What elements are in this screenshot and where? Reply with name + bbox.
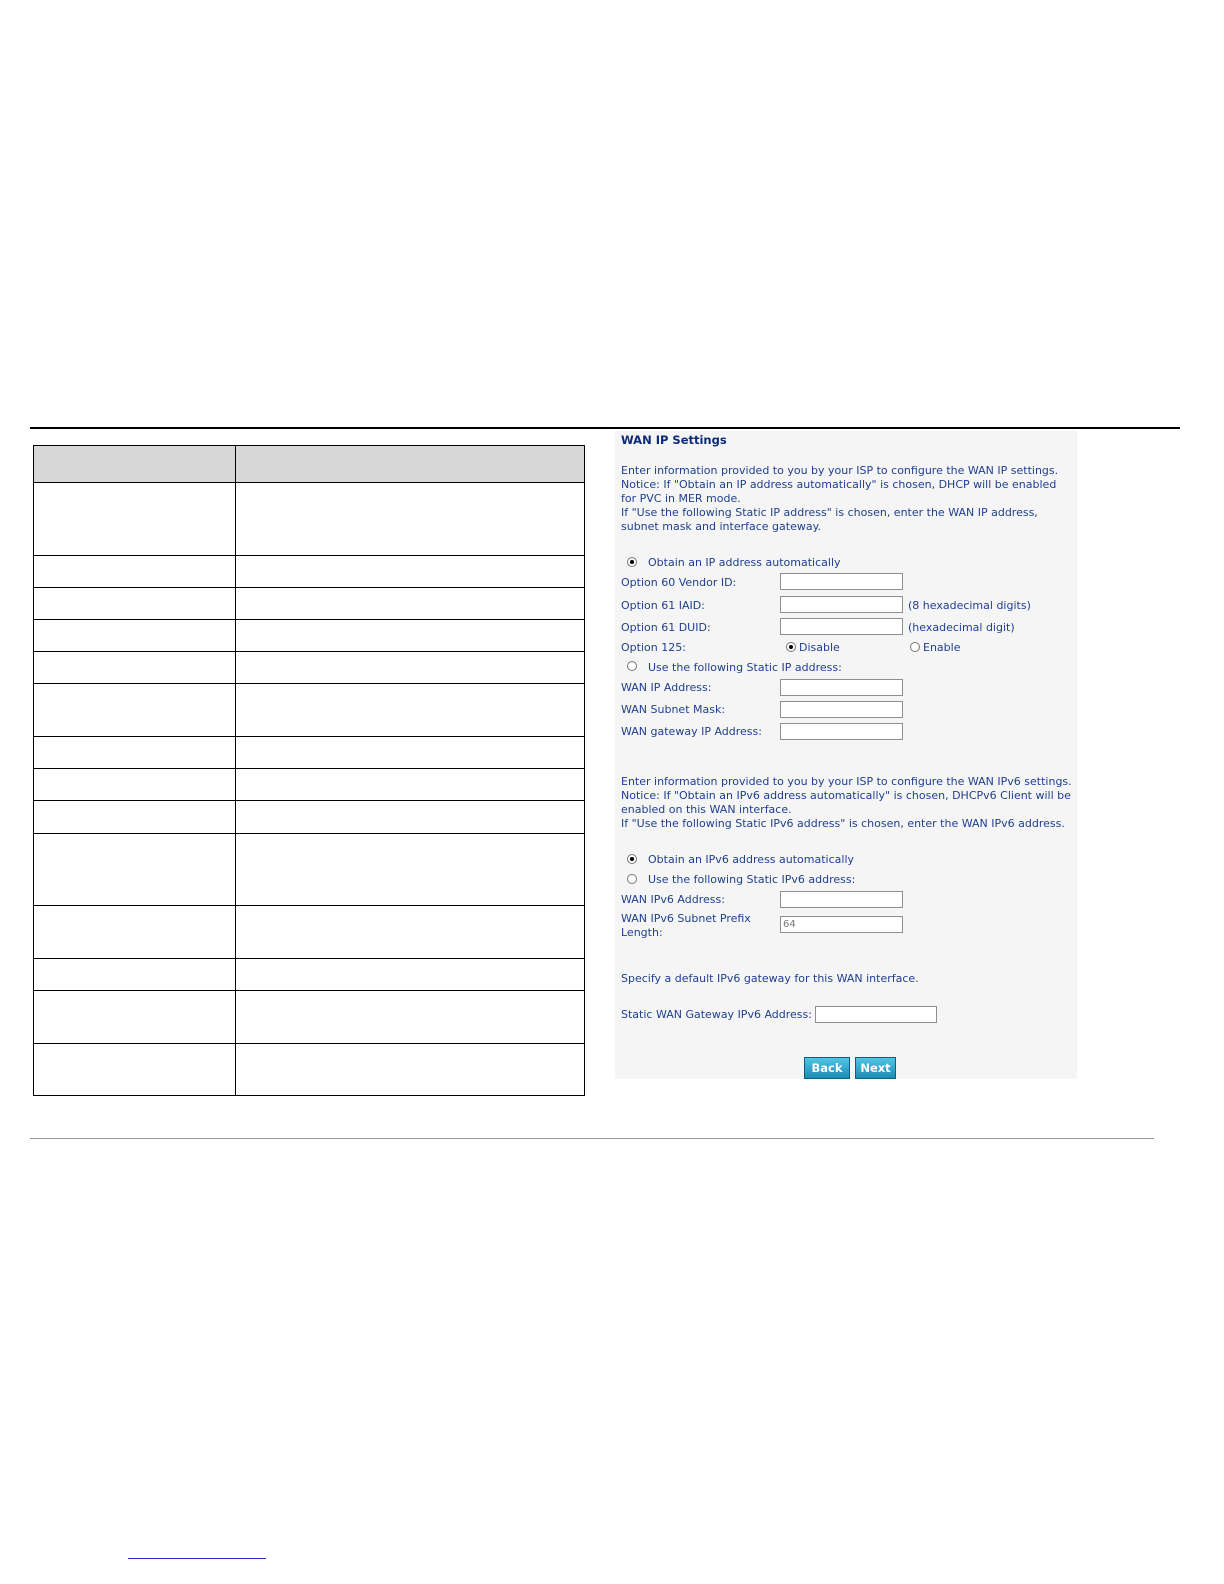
ipv6-notice-text: Notice: If "Obtain an IPv6 address automatically" is chosen, DHCPv6 Client will be enabled on this WAN interface. (621, 789, 1071, 816)
static-gateway-ipv6-label: Static WAN Gateway IPv6 Address: (621, 1008, 812, 1021)
option61-duid-label: Option 61 DUID: (621, 621, 711, 634)
use-static-ip-radio[interactable] (627, 661, 637, 671)
option125-enable-label: Enable (923, 641, 961, 654)
use-static-ip-label: Use the following Static IP address: (648, 661, 842, 674)
table-row (34, 834, 585, 906)
table-row (34, 769, 585, 801)
table-row (34, 1044, 585, 1096)
panel-title: WAN IP Settings (621, 433, 727, 447)
wan-ipv6-label: WAN IPv6 Address: (621, 893, 725, 906)
option60-label: Option 60 Vendor ID: (621, 576, 737, 589)
option125-label: Option 125: (621, 641, 686, 654)
table-row (34, 684, 585, 737)
table-row (34, 556, 585, 588)
parameter-table (33, 445, 585, 1096)
option61-duid-input[interactable] (780, 618, 903, 635)
ipv4-static-hint: If "Use the following Static IP address" is chosen, enter the WAN IP address, subnet mask and interface gateway. (621, 506, 1038, 533)
wan-mask-label: WAN Subnet Mask: (621, 703, 726, 716)
option61-duid-hint: (hexadecimal digit) (908, 621, 1015, 634)
wan-ipv6-prefix-label-line1: WAN IPv6 Subnet Prefix (621, 912, 751, 925)
table-row (34, 652, 585, 684)
back-button[interactable]: Back (804, 1057, 850, 1079)
wan-ipv6-prefix-label-line2: Length: (621, 926, 663, 939)
ipv4-notice-text: Notice: If "Obtain an IP address automatically" is chosen, DHCP will be enabled for PVC in MER mode. (621, 478, 1057, 505)
option125-enable-radio[interactable] (910, 642, 920, 652)
wan-gateway-label: WAN gateway IP Address: (621, 725, 762, 738)
footer-link-underline (128, 1558, 266, 1559)
ipv4-intro-text: Enter information provided to you by your ISP to configure the WAN IP settings. (621, 464, 1059, 477)
wan-ipv6-prefix-input[interactable]: 64 (780, 916, 903, 933)
use-static-ipv6-label: Use the following Static IPv6 address: (648, 873, 856, 886)
option60-input[interactable] (780, 573, 903, 590)
option125-disable-radio[interactable] (786, 642, 796, 652)
header-rule (30, 427, 1180, 429)
table-row (34, 959, 585, 991)
wan-mask-input[interactable] (780, 701, 903, 718)
ipv6-static-hint: If "Use the following Static IPv6 address" is chosen, enter the WAN IPv6 address. (621, 817, 1065, 830)
static-gateway-ipv6-input[interactable] (815, 1006, 937, 1023)
use-static-ipv6-radio[interactable] (627, 874, 637, 884)
next-button[interactable]: Next (855, 1057, 896, 1079)
wan-ipv6-input[interactable] (780, 891, 903, 908)
wan-ip-settings-panel (615, 431, 1077, 1079)
table-header-row (34, 446, 585, 483)
table-row (34, 588, 585, 620)
wan-ip-label: WAN IP Address: (621, 681, 712, 694)
table-row (34, 483, 585, 556)
ipv6-intro-text: Enter information provided to you by your ISP to configure the WAN IPv6 settings. (621, 775, 1072, 788)
option61-iaid-input[interactable] (780, 596, 903, 613)
option61-iaid-label: Option 61 IAID: (621, 599, 705, 612)
obtain-ip-auto-label: Obtain an IP address automatically (648, 556, 841, 569)
obtain-ipv6-auto-label: Obtain an IPv6 address automatically (648, 853, 855, 866)
footer-rule (30, 1138, 1154, 1139)
wan-gateway-input[interactable] (780, 723, 903, 740)
option125-disable-label: Disable (799, 641, 840, 654)
obtain-ip-auto-radio[interactable] (627, 557, 637, 567)
option61-iaid-hint: (8 hexadecimal digits) (908, 599, 1031, 612)
table-row (34, 737, 585, 769)
table-row (34, 906, 585, 959)
table-row (34, 620, 585, 652)
obtain-ipv6-auto-radio[interactable] (627, 854, 637, 864)
wan-ip-input[interactable] (780, 679, 903, 696)
ipv6-gateway-hint: Specify a default IPv6 gateway for this WAN interface. (621, 972, 919, 985)
table-row (34, 801, 585, 834)
table-row (34, 991, 585, 1044)
